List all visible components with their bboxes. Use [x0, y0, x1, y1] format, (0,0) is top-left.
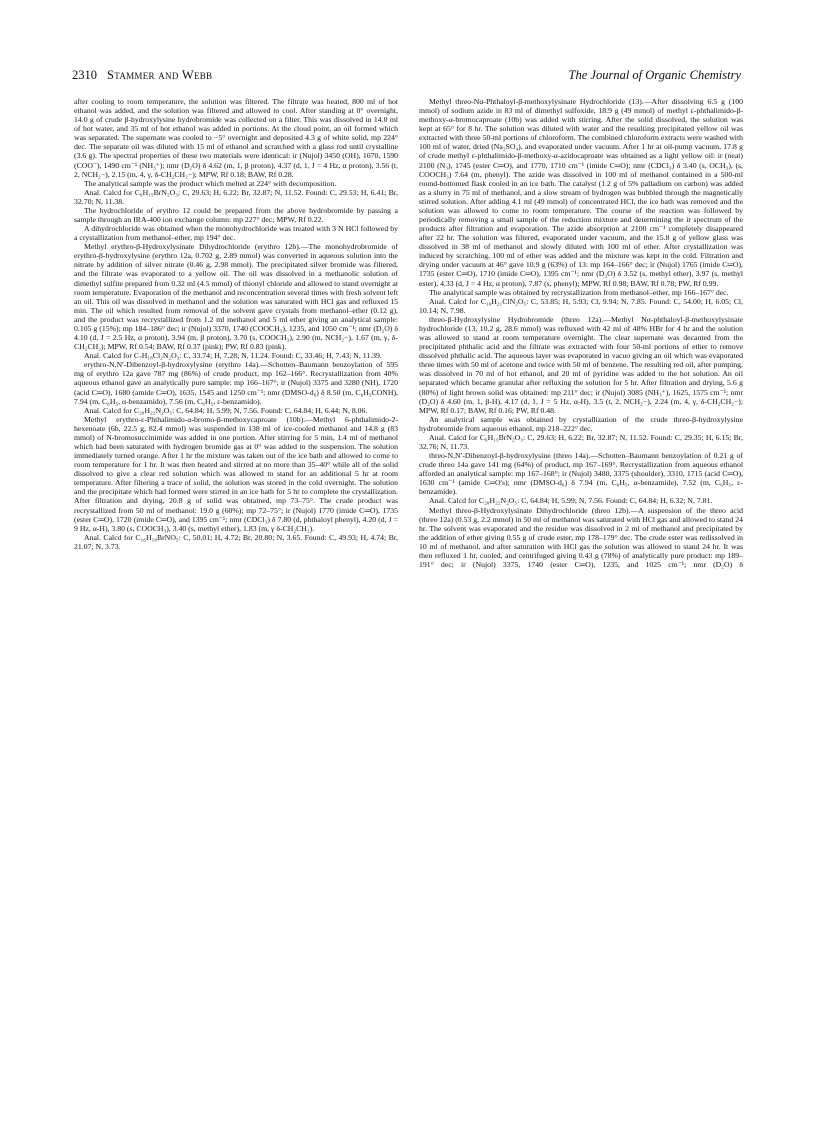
paragraph: Anal. Calcd for C₂₀H₂₂N₂O₅: C, 64.84; H, 5.99; N, 7.56. Found: C, 64.84; H, 6.44; N, 8.06. — [84, 405, 368, 415]
paragraph: Anal. Calcd for C₂₀H₂₂N₂O₅: C, 64.84; H, 5.99; N, 7.56. Found: C, 64.84; H, 6.32; N, 7.81. — [429, 496, 713, 506]
paragraph: threo-β-Hydroxylysine Hydrobromide (threo 12a).—Methyl Nα-phthaloyl-β-methoxylysinate hydrochloride (13, 10.2 g, 28.6 mmol) was refluxed with 42 ml of 48% HBr for 4 hr and the solution was allowed to stand at room temperature overnight. The clear supernate was decanted from the precipitated phthalic acid and the filtrate was extracted with four 50-ml portions of ether to remove dissolved phthalic acid. The aqueous layer was evaporated in vacuo giving an oil which was evaporated three times with 50 ml of acetone and twice with 50 ml of benzene. The resulting red oil, after pumping, was dissolved in 70 ml of hot ethanol, and 20 ml of pyridine was added to the hot solution. An oil separated which became granular after refluxing the solution for 5 hr. After filtration and drying, 5.6 g (80%) of light brown solid was obtained: mp 211° dec; ir (Nujol) 3085 (NH₃⁺), 1625, 1575 cm⁻¹; nmr (D₂O) δ 4.60 (m, 1, β-H), 4.17 (d, 1, J = 5 Hz, α-H), 3.5 (t, 2, NCH₂−), 2.24 (m, 4, γ, δ-CH₂CH₂−); MPW, Rf 0.17; BAW, Rf 0.16; PW, Rf 0.48. — [419, 314, 743, 415]
left-column — [74, 97, 398, 551]
paragraph: threo-N,N′-Dibenzoyl-β-hydroxylysine (threo 14a).—Schotten–Baumann benzoylation of 0.21 g of crude threo 14a gave 141 mg (64%) of product, mp 167–169°. Recrystallization from aqueous ethanol afforded an analytical sample: mp 167–168°; ir (Nujol) 3480, 3375 (shoulder), 3310, 1715 (acid C═O), 1630 cm⁻¹ (amide C═O's); nmr (DMSO-d₆) δ 7.94 (m, C₆H₅, α-benzamide), 7.52 (m, C₆H₅, ε-benzamide). — [419, 451, 743, 497]
paragraph: Anal. Calcd for C₆H₁₅BrN₂O₃: C, 29.63; H, 6.22; Br, 32.87; N, 11.52. Found: C, 29.53; H, 6.41; Br, 32.70; N, 11.38. — [74, 187, 398, 206]
paragraph: The analytical sample was the product which melted at 224° with decomposition. — [84, 178, 337, 188]
page-header — [72, 68, 741, 86]
paragraph: Methyl threo-Nα-Phthaloyl-β-methoxylysinate Hydrochloride (13).—After dissolving 6.5 g (100 mmol) of sodium azide in 83 ml of dimethyl sulfoxide, 18.9 g (49 mmol) of methyl ε-phthalimido-β-methoxy-α-bromocaproate (10b) was added with stirring. After the solid dissolved, the solution was kept at 65° for 8 hr. The solution was diluted with water and the resulting precipitated yellow oil was extracted with three 50-ml portions of chloroform. The combined chloroform extracts were washed with 100 ml of water, dried (Na₂SO₄), and evaporated under vacuum. After 1 hr at oil-pump vacuum, 17.8 g of crude methyl ε-phthalimido-β-methoxy-α-azidocaproate was obtained as a light yellow oil: ir (neat) 2100 (N₃), 1745 (ester C═O), and 1770, 1710 cm⁻¹ (imide C═O); nmr (CDCl₃) δ 3.40 (s, OCH₃), (s, COOCH₃) 7.64 (m, phenyl). The azide was dissolved in 100 ml of methanol contained in a 500-ml round-bottomed flask cooled in an ice bath. The catalyst (1.2 g of 5% palladium on carbon) was added as a slurry in 75 ml of methanol, and a slow stream of hydrogen was bubbled through the magnetically stirred solution. After adding 4.1 ml (49 mmol) of concentrated HCl, the ice bath was removed and the solution was allowed to come to room temperature. The course of the reaction was followed by periodically removing a small sample of the reduction mixture and determining the ir spectrum of the products after filtration and evaporation. The azide absorption at 2100 cm⁻¹ completely disappeared after 22 hr. The solution was filtered, evaporated under vacuum, and the 15.8 g of yellow glass was dissolved in 38 ml of methanol and slowly diluted with 100 ml of ether. After crystallization was induced by scratching, 100 ml of ether was added and the mixture was kept in the cold. Filtration and drying under vacuum at 46° gave 10.9 g (63%) of 13: mp 164–166° dec; ir (Nujol) 1765 (imide C═O), 1735 (ester C═O), 1710 (imide C═O), 1395 cm⁻¹; nmr (D₂O) δ 3.52 (s, methyl ether), 3.97 (s, methyl ester), 4.33 (d, J = 4 Hz, α proton), 7.87 (s, phenyl); MPW, Rf 0.98; BAW, Rf 0.78; PW, Rf 0.99. — [419, 97, 743, 288]
paragraph: An analytical sample was obtained by crystallization of the crude threo-β-hydroxylysine hydrobromide from aqueous ethanol, mp 218–222° dec. — [419, 414, 743, 433]
paragraph: Methyl erythro-β-Hydroxylysinate Dihydrochloride (erythro 12b).—The monohydrobromide of erythro-β-hydroxylysine (erythro 12a, 0.702 g, 2.89 mmol) was converted in aqueous solution into the nitrate by addition of silver nitrate (0.46 g, 2.98 mmol). The precipitated silver bromide was filtered, and the filtrate was evaporated to a yellow oil. The oil was dissolved in a methanolic solution of dimethyl sulfite prepared from 0.32 ml (4.5 mmol) of thionyl chloride and allowed to stand overnight at room temperature. Evaporation of the methanol and reconcentration several times with fresh solvent left an oil. This oil was dissolved in methanol and the solution was saturated with HCl gas and refluxed 15 min. The oil which resulted from removal of the solvent gave crystals from methanol–ether (0.12 g), and the product was recrystallized from 1.2 ml methanol and 5 ml ether giving an analytical sample: 0.105 g (15%); mp 184–186° dec; ir (Nujol) 3370, 1740 (COOCH₃), 1235, and 1050 cm⁻¹; nmr (D₂O) δ 4.10 (d, J = 2.5 Hz, α proton), 3.94 (m, β proton), 3.70 (s, COOCH₃), 2.90 (m, NCH₂−), 1.67 (m, γ, δ-CH₂CH₂); MPW, Rf 0.54; BAW, Rf 0.37 (pink); PW, Rf 0.83 (pink). — [74, 242, 398, 352]
paragraph: after cooling to room temperature, the solution was filtered. The filtrate was heated, 800 ml of hot ethanol was added, and the solution was filtered and allowed to cool. After standing at 0° overnight, 14.0 g of crude β-hydroxylysine hydrobromide was collected on a filter. This was dissolved in 14.0 ml of hot water, and 35 ml of hot ethanol was added in portions. At the cloud point, an oil formed which was separated. The supernate was cooled to −5° overnight and deposited 4.3 g of white solid, mp 224° dec. The separate oil was diluted with 15 ml of ethanol and scratched with a glass rod until crystalline (3.6 g). The spectral properties of these two materials were identical: ir (Nujol) 3450 (OH), 1670, 1590 (COO⁻), 1490 cm⁻¹ (NH₃⁺); nmr (D₂O) δ 4.62 (m, 1, β proton), 4.37 (d, 1, J = 4 Hz, α proton), 3.56 (t, 2, NCH₂−), 2.15 (m, 4, γ, δ-CH₂CH₂−); MPW, Rf 0.18; BAW, Rf 0.28. — [74, 97, 398, 179]
running-authors: Stammer and Webb — [107, 68, 213, 82]
paragraph: A dihydrochloride was obtained when the monohydrochloride was treated with 3 N HCl followed by a crystallization from methanol–ether, mp 194° dec. — [74, 224, 398, 243]
paragraph: Methyl threo-β-Hydroxylysinate Dihydrochloride (threo 12b).—A suspension of the threo acid (threo 12a) (0.53 g, 2.2 mmol) in 50 ml of methanol was saturated with HCl gas and allowed to stand 24 hr. The solvent was evaporated and the residue was dissolved in 2 ml of methanol and precipitated by the addition of ether giving 0.55 g of crude ester, mp 178–179° dec. The crude ester was redissolved in 10 ml of methanol, and after saturation with HCl gas the solution was allowed to stand 24 hr. It was then refluxed 1 hr, cooled, and centrifuged giving 0.43 g (78%) of analytically pure product: mp 189–191° dec; ir (Nujol) 3375, 1740 (ester C═O), 1235, and 1025 cm⁻¹; nmr (D₂O) δ — [419, 505, 743, 569]
paragraph: The hydrochloride of erythro 12 could be prepared from the above hydrobromide by passing a sample through an IRA-400 ion exchange column: mp 227° dec; MPW, Rf 0.22. — [74, 205, 398, 225]
right-column — [419, 97, 743, 569]
paragraph: Anal. Calcd for C₁₆H₁₈BrNO₅: C, 50.01; H, 4.72; Br, 20.80; N, 3.65. Found: C, 49.93; H, 4.74; Br, 21.07; N, 3.73. — [74, 532, 398, 551]
header-left — [72, 68, 212, 83]
paragraph: Anal. Calcd for C₆H₁₅BrN₂O₃: C, 29.63; H, 6.22; Br, 32.87; N, 11.52. Found: C, 29.35; H, 6.15; Br, 32.76; N, 11.73. — [419, 432, 743, 451]
paragraph: Anal. Calcd for C₇H₁₈Cl₂N₂O₃: C, 33.74; H, 7.28; N, 11.24. Found: C, 33.46; H, 7.43; N, 11.39. — [84, 351, 382, 361]
journal-title: The Journal of Organic Chemistry — [568, 68, 741, 82]
page-number: 2310 — [72, 68, 97, 82]
paragraph: Methyl erythro-ε-Phthalimido-α-bromo-β-methoxycaproate (10b).—Methyl 6-phthalimido-2-hexenoate (6b, 22.5 g, 82.4 mmol) was suspended in 138 ml of ice-cooled methanol and 14.8 g (83 mmol) of N-bromosuccinimide was added in one portion. After stirring for 5 min, 1.4 ml of methanol which had been saturated with hydrogen bromide gas at 0° was added to the suspension. The solution immediately turned orange. After 1 hr the mixture was taken out of the ice bath and allowed to come to room temperature for 1 hr. It was then heated and stirred at no more than 35–40° while all of the solid dissolved to give a clear red solution which was allowed to stand for an additional 5 hr at room temperature. After filtering a trace of solid, the solution was stored in the cold overnight. The solution and the precipitate which had formed were stirred in an ice bath for 5 hr to complete the crystallization. After filtration and drying, 20.8 g of solid was obtained, mp 73–75°. The crude product was recrystallized from 50 ml of methanol: 19.0 g (60%); mp 72–75°; ir (Nujol) 1770 (imide C═O), 1735 (ester C═O), 1720 (imide C═O), and 1395 cm⁻¹; nmr (CDCl₃) δ 7.80 (d, phthaloyl phenyl), 4.20 (d, J = 9 Hz, α-H), 3.80 (s, COOCH₃), 3.40 (s, methyl ether), 1.83 (m, γ δ-CH₂CH₂). — [74, 414, 398, 533]
paragraph: Anal. Calcd for C₁₆H₂₁ClN₂O₅: C, 53.85; H, 5.93; Cl, 9.94; N, 7.85. Found: C, 54.00; H, 6.05; Cl, 10.14; N, 7.98. — [419, 296, 743, 315]
paragraph: The analytical sample was obtained by recrystallization from methanol–ether, mp 166–167° dec. — [429, 287, 729, 297]
paragraph: erythro-N,N′-Dibenzoyl-β-hydroxylysine (erythro 14a).—Schotten–Baumann benzoylation of 595 mg of erythro 12a gave 787 mg (86%) of crude product, mp 162–166°. Recrystallization from 40% aqueous ethanol gave an analytically pure sample: mp 166–167°; ir (Nujol) 3375 and 3280 (NH), 1720 (acid C═O), 1680 (amide C═O), 1635, 1545 and 1250 cm⁻¹; nmr (DMSO-d₆) δ 8.50 (m, C₆H₅CONH), 7.94 (m, C₆H₅, α-benzamido), 7.56 (m, C₆H₅, ε-benzamido). — [74, 360, 398, 406]
